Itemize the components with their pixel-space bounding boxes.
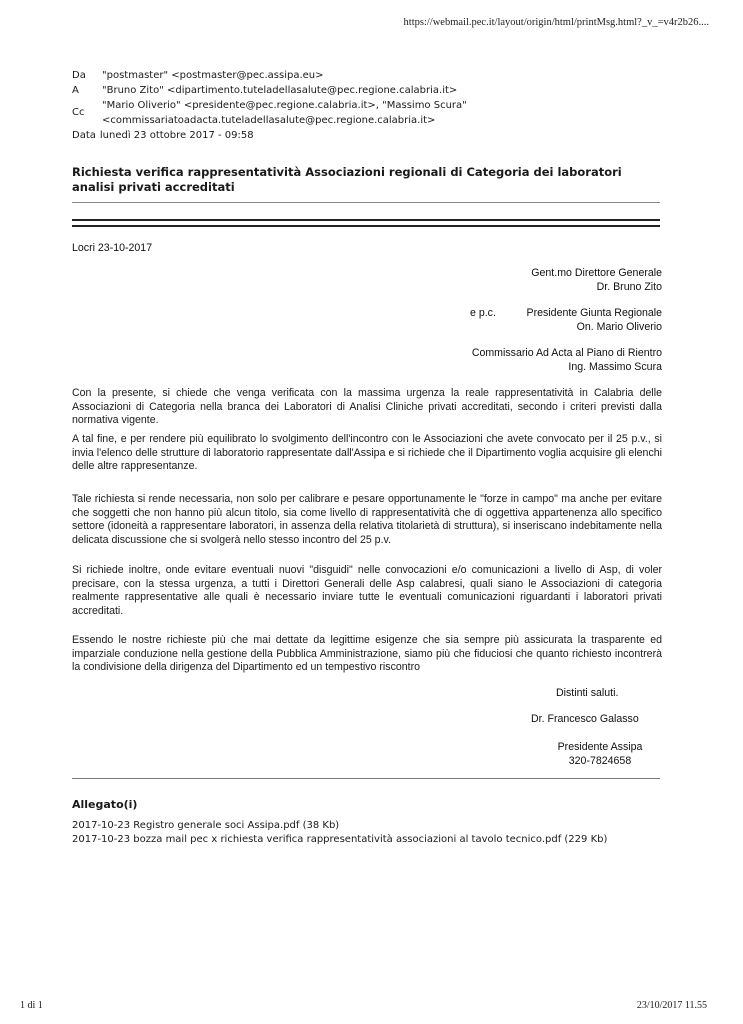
recipient-3 bbox=[72, 347, 662, 374]
divider-bottom bbox=[72, 778, 660, 779]
paragraph-3: Tale richiesta si rende necessaria, non solo per calibrare e pesare opportunamente le "forze in campo" ma anche per evitare che soggetti che non hanno più alcun titolo, sia come livello di rappresentatività che di oggettiva appartenenza allo specifico settore (idoneità a rappresentare laboratori, in assenza della relativa titolarietà di struttura), si inseriscano indebitamente nella delicata discussione che si svolgerà nello stesso incontro del 25 p.v. bbox=[72, 493, 662, 546]
to-label: A bbox=[72, 85, 79, 96]
place-date: Locri 23-10-2017 bbox=[72, 242, 153, 254]
paragraph-1: Con la presente, si chiede che venga verificata con la massima urgenza la reale rappresentatività in Calabria delle Associazioni di Categoria nella branca dei Laboratori di Analisi Cliniche privati accreditati, secondo i criteri previsti dalla normativa vigente. bbox=[72, 387, 662, 426]
to-value: "Bruno Zito" <dipartimento.tuteladellasalute@pec.regione.calabria.it> bbox=[102, 85, 458, 96]
recipient-1 bbox=[72, 267, 662, 294]
recipient-3-title: Commissario Ad Acta al Piano di Rientro bbox=[471, 347, 662, 359]
from-row bbox=[72, 68, 467, 83]
subject-line1: Richiesta verifica rappresentatività Associazioni regionali di Categoria dei laboratori bbox=[72, 165, 622, 179]
cc-value-line2: <commissariatoadacta.tuteladellasalute@pec.regione.calabria.it> bbox=[102, 115, 436, 126]
message-subject bbox=[72, 165, 662, 195]
page-number: 1 di 1 bbox=[20, 1000, 43, 1011]
page-url: https://webmail.pec.it/layout/origin/html/printMsg.html?_v_=v4r2b26.... bbox=[403, 17, 709, 28]
signer-phone: 320-7824658 bbox=[568, 754, 632, 767]
divider-double-2 bbox=[72, 225, 660, 227]
print-timestamp: 23/10/2017 11.55 bbox=[636, 1000, 707, 1011]
date-row bbox=[72, 128, 467, 143]
signer-name: Dr. Francesco Galasso bbox=[531, 713, 639, 725]
message-header bbox=[72, 68, 467, 143]
recipient-1-name: Dr. Bruno Zito bbox=[596, 280, 662, 293]
cc-label: Cc bbox=[72, 107, 85, 118]
recipient-2-title: Presidente Giunta Regionale bbox=[526, 307, 662, 319]
paragraph-2: A tal fine, e per rendere più equilibrato lo svolgimento dell'incontro con le Associazioni che avete convocato per il 25 p.v., si invia l'elenco delle strutture di laboratorio rappresentate dall'Assipa e si richiede che il Dipartimento voglia acquisire gli elenchi delle altre rappresentanze. bbox=[72, 433, 662, 472]
divider-double-1 bbox=[72, 219, 660, 221]
subject-line2: analisi privati accreditati bbox=[72, 180, 235, 194]
closing: Distinti saluti. bbox=[556, 687, 619, 699]
attachment-item[interactable]: 2017-10-23 Registro generale soci Assipa.pdf (38 Kb) bbox=[72, 820, 340, 831]
epc-label: e p.c. bbox=[470, 307, 496, 319]
cc-value-line1: "Mario Oliverio" <presidente@pec.regione.calabria.it>, "Massimo Scura" bbox=[102, 100, 467, 111]
attachments-list bbox=[72, 819, 607, 847]
recipient-2 bbox=[72, 307, 662, 334]
signer-role bbox=[540, 741, 660, 768]
cc-row bbox=[72, 98, 467, 128]
recipient-2-name: On. Mario Oliverio bbox=[576, 320, 662, 333]
from-label: Da bbox=[72, 70, 86, 81]
recipient-3-name: Ing. Massimo Scura bbox=[568, 360, 662, 373]
date-value: lunedì 23 ottobre 2017 - 09:58 bbox=[99, 130, 254, 141]
divider-top-thin bbox=[72, 202, 660, 203]
date-label: Data bbox=[72, 130, 96, 141]
paragraph-4: Si richiede inoltre, onde evitare eventuali nuovi "disguidi" nelle convocazioni e/o comunicazioni a livello di Asp, di voler precisare, con la stessa urgenza, a tutti i Direttori Generali delle Asp calabresi, quali siano le Associazioni di categoria realmente rappresentative alle quali è necessario inviare tutte le eventuali comunicazioni riguardanti i laboratori privati accreditati. bbox=[72, 564, 662, 617]
attachments-title: Allegato(i) bbox=[72, 798, 138, 811]
to-row bbox=[72, 83, 467, 98]
from-value: "postmaster" <postmaster@pec.assipa.eu> bbox=[102, 70, 324, 81]
signer-title: Presidente Assipa bbox=[557, 741, 643, 753]
attachment-item[interactable]: 2017-10-23 bozza mail pec x richiesta verifica rappresentatività associazioni al tavolo tecnico.pdf (229 Kb) bbox=[72, 834, 608, 845]
recipient-1-title: Gent.mo Direttore Generale bbox=[531, 267, 662, 279]
paragraph-5: Essendo le nostre richieste più che mai dettate da legittime esigenze che sia sempre più assicurata la trasparente ed imparziale conduzione nella gestione della Pubblica Amministrazione, siamo più che fiduciosi che quanto richiesto incontrerà la condivisione della dirigenza del Dipartimento ed un tempestivo riscontro bbox=[72, 634, 662, 673]
